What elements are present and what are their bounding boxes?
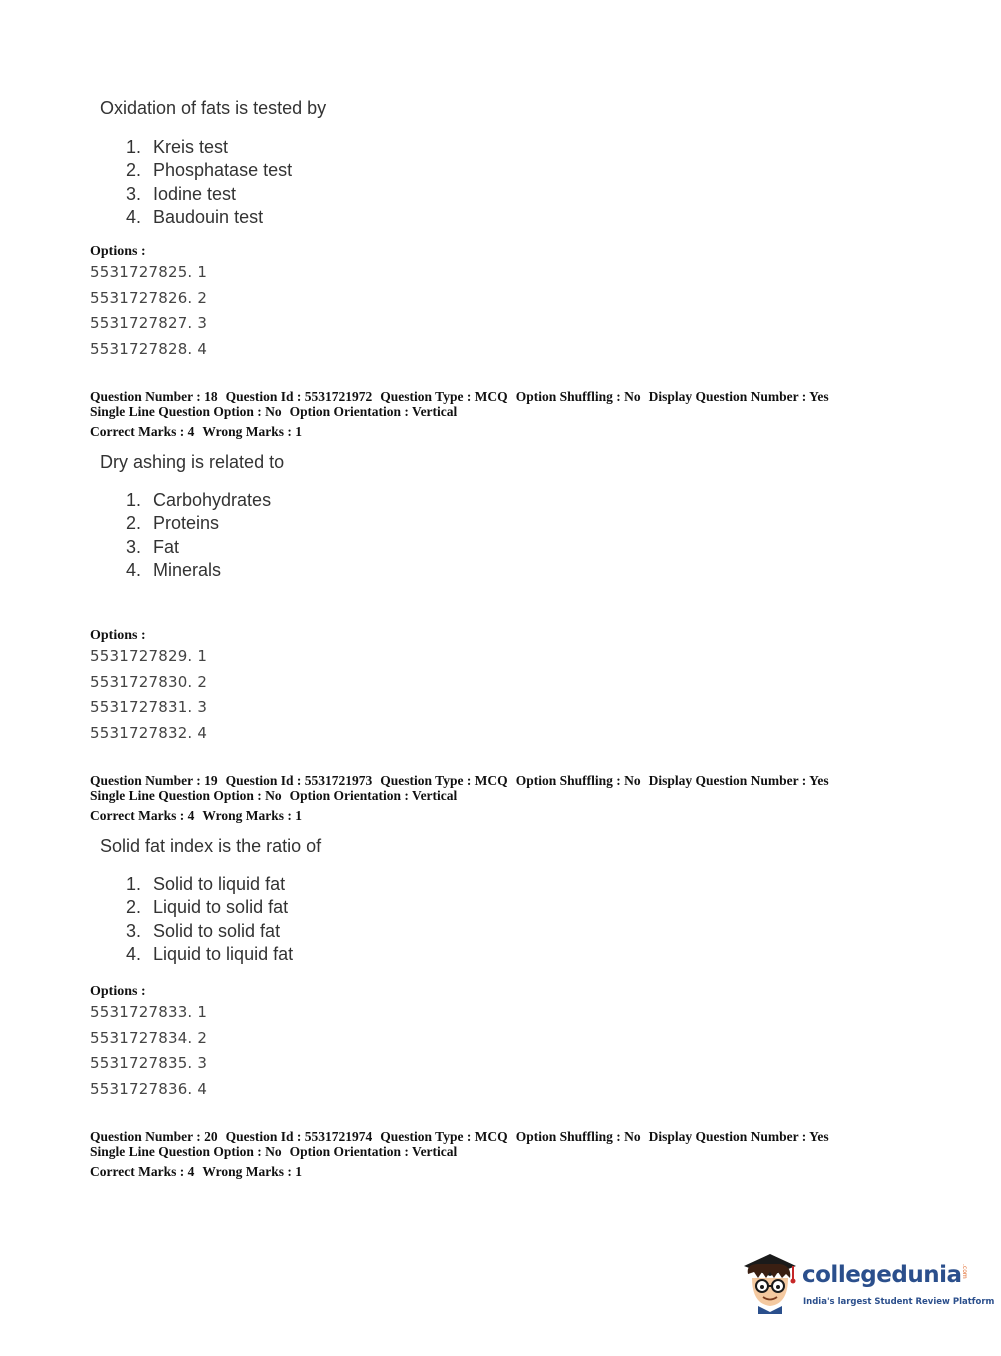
q19-choice-1: 1. Solid to liquid fat <box>126 874 286 894</box>
q19-question-text: Solid fat index is the ratio of <box>100 836 322 856</box>
q19-option-2: 5531727834. 2 <box>90 1028 208 1047</box>
q19-choice-4: 4. Liquid to liquid fat <box>126 943 294 964</box>
q19-choice-list <box>126 873 293 966</box>
q19-choice-2: 2. Liquid to solid fat <box>126 897 289 918</box>
q19-options-label: Options : <box>90 984 146 999</box>
q18-options-list <box>90 644 207 746</box>
q18-choice-2: 2. Proteins <box>126 513 220 534</box>
q19-option-1: 5531727833. 1 <box>90 1003 208 1021</box>
q17-choice-4: 4. Baudouin test <box>126 206 264 227</box>
q20-meta: Question Number : 20 Question Id : 5531721974 Question Type : MCQ Option Shuffling : No Display Question Number : Yes Single Line Question Option : No Option Orientation : Vertical <box>90 1129 829 1159</box>
brand-tagline: India's largest Student Review Platform <box>803 1297 995 1307</box>
q18-option-3: 5531727831. 3 <box>90 698 208 716</box>
q18-choice-1: 1. Carbohydrates <box>126 490 272 510</box>
q18-meta: Question Number : 18 Question Id : 5531721972 Question Type : MCQ Option Shuffling : No Display Question Number : Yes Single Line Question Option : No Option Orientation : Vertical <box>90 389 829 419</box>
q18-option-1: 5531727829. 1 <box>90 647 208 665</box>
q17-options-list <box>90 260 207 362</box>
q19-choice-3: 3. Solid to solid fat <box>126 920 281 941</box>
q19-meta: Question Number : 19 Question Id : 5531721973 Question Type : MCQ Option Shuffling : No Display Question Number : Yes Single Line Question Option : No Option Orientation : Vertical <box>90 773 829 803</box>
q20-marks: Correct Marks : 4 Wrong Marks : 1 <box>90 1164 302 1179</box>
q18-choice-3: 3. Fat <box>126 536 180 557</box>
q19-option-3: 5531727835. 3 <box>90 1054 208 1072</box>
brand-domain: .com <box>961 1264 968 1279</box>
q17-option-4: 5531727828. 4 <box>90 339 208 358</box>
q17-choice-3: 3. Iodine test <box>126 183 237 204</box>
q18-options-label: Options : <box>90 628 146 643</box>
brand-name: collegedunia <box>802 1262 962 1288</box>
q18-option-2: 5531727830. 2 <box>90 672 208 691</box>
q18-marks: Correct Marks : 4 Wrong Marks : 1 <box>90 424 302 439</box>
q17-choice-1: 1. Kreis test <box>126 137 229 157</box>
q18-choice-4: 4. Minerals <box>126 559 222 580</box>
q17-choice-list <box>126 136 292 229</box>
q18-option-4: 5531727832. 4 <box>90 723 208 742</box>
q17-option-2: 5531727826. 2 <box>90 288 208 307</box>
q18-choice-list <box>126 489 271 582</box>
q19-marks: Correct Marks : 4 Wrong Marks : 1 <box>90 808 302 823</box>
q17-question-text: Oxidation of fats is tested by <box>100 98 327 118</box>
q19-option-4: 5531727836. 4 <box>90 1079 208 1098</box>
q19-options-list <box>90 1000 207 1102</box>
q17-options-label: Options : <box>90 244 146 259</box>
mascot-icon <box>740 1250 802 1320</box>
q17-option-1: 5531727825. 1 <box>90 263 208 281</box>
collegedunia-logo <box>740 1250 995 1320</box>
q17-choice-2: 2. Phosphatase test <box>126 160 293 181</box>
q17-option-3: 5531727827. 3 <box>90 314 208 332</box>
q18-question-text: Dry ashing is related to <box>100 452 285 472</box>
